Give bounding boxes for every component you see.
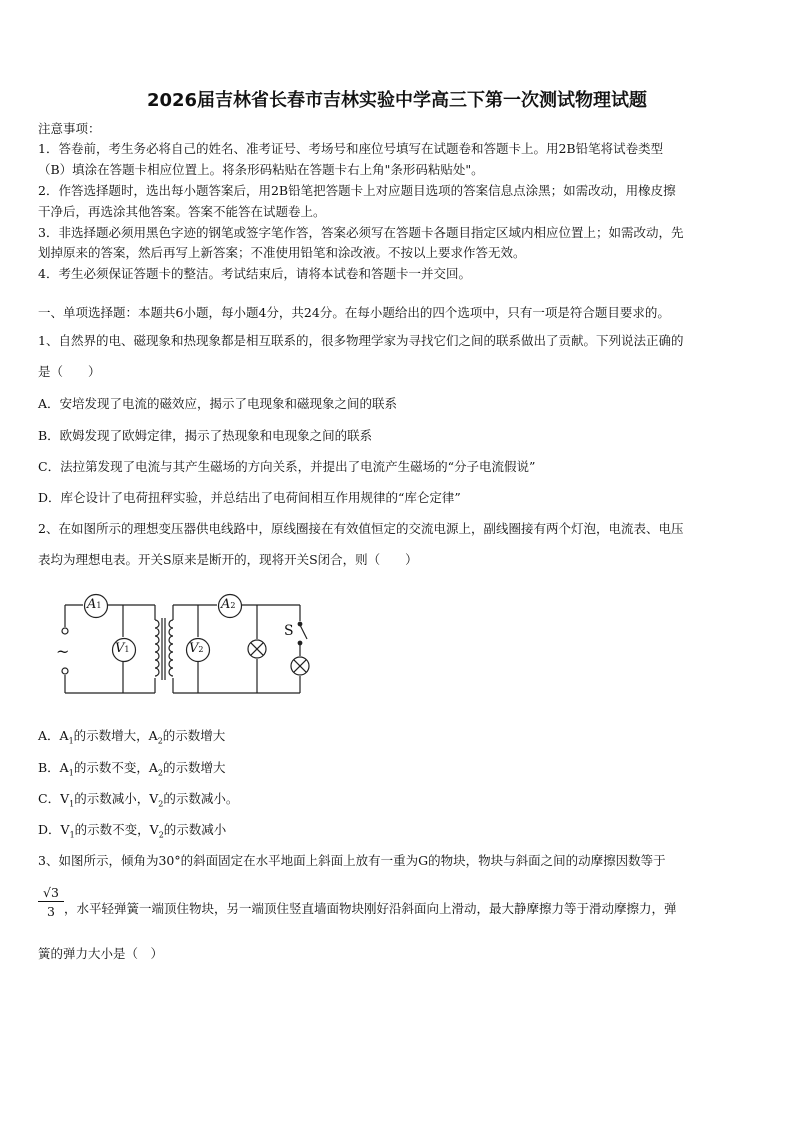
ammeter-a2-label: A2 — [221, 597, 236, 612]
notice-line: 3．非选择题必须用黑色字迹的钢笔或签字笔作答，答案必须写在答题卡各题目指定区域内相应位置上；如需改动，先 — [38, 225, 684, 240]
question-1-option-a: A．安培发现了电流的磁效应，揭示了电现象和磁现象之间的联系 — [38, 396, 398, 411]
question-2-stem-end: 表均为理想电表。开关S原来是断开的，现将开关S闭合，则（ ） — [38, 552, 418, 567]
ac-source-icon: ~ — [56, 642, 70, 661]
question-3-stem-cont: ，水平轻弹簧一端顶住物块，另一端顶住竖直墙面物块刚好沿斜面向上滑动，最大静摩擦力等于滑动摩擦力，弹 — [64, 901, 677, 916]
question-1-option-b: B．欧姆发现了欧姆定律，揭示了热现象和电现象之间的联系 — [38, 428, 373, 443]
question-1-stem-end: 是（ ） — [38, 364, 101, 379]
switch-label: S — [284, 623, 294, 639]
lamp-1-icon — [247, 639, 267, 659]
notice-line: 划掉原来的答案，然后再写上新答案；不准使用铅笔和涂改液。不按以上要求作答无效。 — [38, 245, 526, 260]
question-2-option-c: C．$V_1$的示数减小，$V_2$的示数减小。 — [38, 791, 239, 809]
notice-line: （B）填涂在答题卡相应位置上。将条形码粘贴在答题卡右上角"条形码粘贴处"。 — [38, 162, 484, 177]
notice-heading: 注意事项： — [38, 121, 101, 136]
fraction — [38, 885, 64, 919]
question-1-option-d: D．库仑设计了电荷扭秤实验，并总结出了电荷间相互作用规律的“库仑定律” — [38, 490, 461, 505]
voltmeter-v1-label: V1 — [115, 641, 130, 656]
lamp-2-icon — [290, 656, 310, 676]
notice-line: 干净后，再选涂其他答案。答案不能答在试题卷上。 — [38, 204, 326, 219]
section-heading: 一、单项选择题：本题共6小题，每小题4分，共24分。在每小题给出的四个选项中，只有一项是符合题目要求的。 — [38, 305, 670, 320]
question-3-stem-end: 簧的弹力大小是（ ） — [38, 946, 164, 961]
fraction-denominator: 3 — [47, 904, 55, 919]
question-2-option-a: A．$A_1$的示数增大，$A_2$的示数增大 — [38, 728, 226, 746]
notice-line: 2．作答选择题时，选出每小题答案后，用2B铅笔把答题卡上对应题目选项的答案信息点涂黑；如需改动，用橡皮擦 — [38, 183, 676, 198]
question-1-stem: 1、自然界的电、磁现象和热现象都是相互联系的，很多物理学家为寻找它们之间的联系做出了贡献。下列说法正确的 — [38, 333, 684, 348]
question-3-stem: 3、如图所示，倾角为30°的斜面固定在水平地面上斜面上放有一重为G的物块，物块与斜面之间的动摩擦因数等于 — [38, 853, 666, 868]
question-2-option-b: B．$A_1$的示数不变，$A_2$的示数增大 — [38, 760, 226, 778]
question-1-option-c: C．法拉第发现了电流与其产生磁场的方向关系，并提出了电流产生磁场的“分子电流假说” — [38, 459, 536, 474]
ammeter-a1-label: A1 — [87, 597, 102, 612]
notice-line: 1．答卷前，考生务必将自己的姓名、准考证号、考场号和座位号填写在试题卷和答题卡上。用2B铅笔将试卷类型 — [38, 141, 664, 156]
notice-line: 4．考生必须保证答题卡的整洁。考试结束后，请将本试卷和答题卡一并交回。 — [38, 266, 471, 281]
question-2-option-d: D．$V_1$的示数不变，$V_2$的示数减小 — [38, 822, 227, 840]
fraction-numerator: √3 — [38, 885, 64, 902]
voltmeter-v2-label: V2 — [189, 641, 204, 656]
question-2-stem: 2、在如图所示的理想变压器供电线路中，原线圈接在有效值恒定的交流电源上，副线圈接有两个灯泡，电流表、电压 — [38, 521, 684, 536]
page-title: 2026届吉林省长春市吉林实验中学高三下第一次测试物理试题 — [146, 90, 648, 111]
